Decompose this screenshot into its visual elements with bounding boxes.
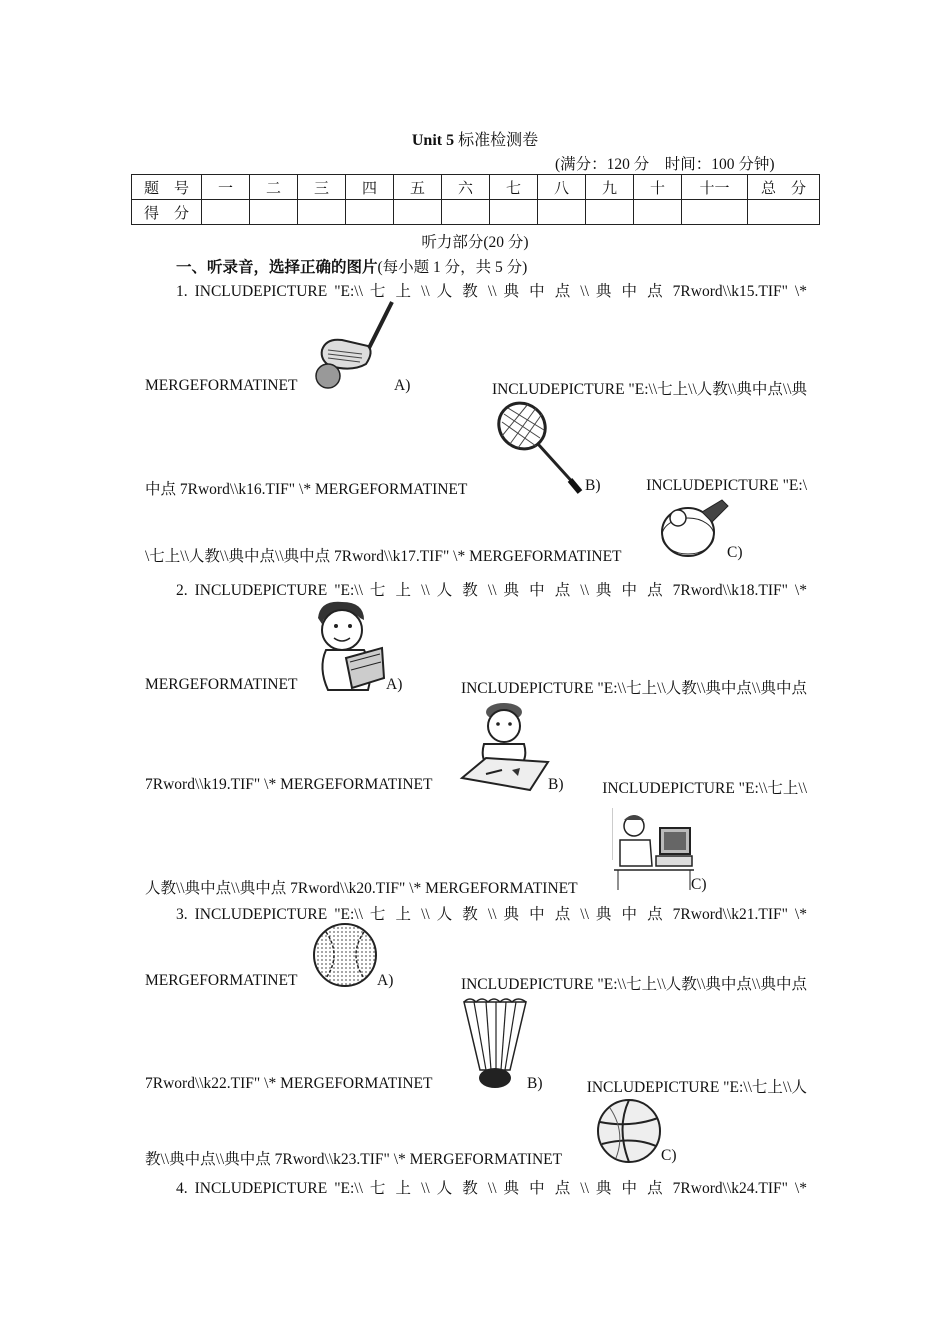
score-cell[interactable] xyxy=(250,200,298,225)
boy-drawing-icon[interactable] xyxy=(458,700,550,794)
badminton-racket-icon[interactable] xyxy=(494,400,586,495)
score-cell[interactable] xyxy=(538,200,586,225)
score-header-row xyxy=(132,175,820,200)
golf-club-icon[interactable] xyxy=(312,300,396,392)
q2-text: 7Rword\\k19.TIF" \* MERGEFORMATINET xyxy=(145,776,433,793)
q2-text: INCLUDEPICTURE "E:\\七上\\ xyxy=(602,780,807,797)
header-cell: 二 xyxy=(250,175,298,200)
volleyball-icon[interactable] xyxy=(596,1098,662,1164)
score-cell[interactable] xyxy=(202,200,250,225)
header-cell: 十一 xyxy=(682,175,748,200)
ping-pong-paddle-icon[interactable] xyxy=(660,496,730,560)
section-heading: 听力部分(20 分) xyxy=(421,234,529,251)
header-cell: 四 xyxy=(346,175,394,200)
score-label: 得 分 xyxy=(132,200,202,225)
q2-text: 人教\\典中点\\典中点 7Rword\\k20.TIF" \* MERGEFORMATINET xyxy=(145,880,578,897)
title-unit: Unit 5 xyxy=(411,132,455,149)
q2-option-c: C) xyxy=(691,876,707,893)
q2-text: INCLUDEPICTURE "E:\\七上\\人教\\典中点\\典中点 xyxy=(460,680,807,697)
score-cell[interactable] xyxy=(634,200,682,225)
q3-option-b: B) xyxy=(527,1075,543,1092)
q2-text: MERGEFORMATINET xyxy=(145,676,298,693)
header-cell: 九 xyxy=(586,175,634,200)
score-cell[interactable] xyxy=(442,200,490,225)
header-cell: 五 xyxy=(394,175,442,200)
score-cell[interactable] xyxy=(394,200,442,225)
score-row xyxy=(132,200,820,225)
header-cell: 一 xyxy=(202,175,250,200)
q1-text: INCLUDEPICTURE "E:\ xyxy=(646,477,807,494)
q1-text: 中点 7Rword\\k16.TIF" \* MERGEFORMATINET xyxy=(145,481,468,498)
header-cell: 八 xyxy=(538,175,586,200)
page-title xyxy=(0,127,950,150)
header-cell: 六 xyxy=(442,175,490,200)
header-cell: 十 xyxy=(634,175,682,200)
header-cell: 题 号 xyxy=(132,175,202,200)
part1-note: (每小题 1 分，共 5 分) xyxy=(377,259,528,276)
q1-text: INCLUDEPICTURE "E:\\七上\\人教\\典中点\\典 xyxy=(491,381,807,398)
header-cell: 七 xyxy=(490,175,538,200)
q3-line: 3. INCLUDEPICTURE "E:\\ 七 上 \\ 人 教 \\ 典 中 点 \\ 典 中 点 7Rword\\k21.TIF" \* xyxy=(176,906,807,923)
q3-option-a: A) xyxy=(377,972,394,989)
score-cell[interactable] xyxy=(682,200,748,225)
q1-text: \七上\\人教\\典中点\\典中点 7Rword\\k17.TIF" \* MERGEFORMATINET xyxy=(145,548,622,565)
q2-option-b: B) xyxy=(548,776,564,793)
q3-text: INCLUDEPICTURE "E:\\七上\\人 xyxy=(586,1079,807,1096)
score-cell[interactable] xyxy=(748,200,820,225)
q1-text: MERGEFORMATINET xyxy=(145,377,298,394)
header-cell: 总 分 xyxy=(748,175,820,200)
q2-option-a: A) xyxy=(386,676,403,693)
q3-text: INCLUDEPICTURE "E:\\七上\\人教\\典中点\\典中点 xyxy=(460,976,807,993)
q1-option-a: A) xyxy=(394,377,411,394)
q1-option-c: C) xyxy=(727,544,743,561)
baseball-icon[interactable] xyxy=(312,922,378,988)
score-cell[interactable] xyxy=(490,200,538,225)
title-text: 标准检测卷 xyxy=(458,132,539,149)
score-cell[interactable] xyxy=(586,200,634,225)
q1-line: 1. INCLUDEPICTURE "E:\\ 七 上 \\ 人 教 \\ 典 中 点 \\ 典 中 点 7Rword\\k15.TIF" \* xyxy=(176,283,807,300)
part1-heading xyxy=(176,255,527,277)
exam-meta: (满分：120 分 时间：100 分钟) xyxy=(555,156,775,173)
header-cell: 三 xyxy=(298,175,346,200)
q3-text: MERGEFORMATINET xyxy=(145,972,298,989)
q3-text: 7Rword\\k22.TIF" \* MERGEFORMATINET xyxy=(145,1075,433,1092)
q4-line: 4. INCLUDEPICTURE "E:\\ 七 上 \\ 人 教 \\ 典 中 点 \\ 典 中 点 7Rword\\k24.TIF" \* xyxy=(176,1180,807,1197)
score-table xyxy=(131,174,820,225)
q3-text: 教\\典中点\\典中点 7Rword\\k23.TIF" \* MERGEFORMATINET xyxy=(145,1151,563,1168)
q3-option-c: C) xyxy=(661,1147,677,1164)
boy-at-computer-icon[interactable] xyxy=(612,800,696,892)
score-cell[interactable] xyxy=(298,200,346,225)
q2-line: 2. INCLUDEPICTURE "E:\\ 七 上 \\ 人 教 \\ 典 中 点 \\ 典 中 点 7Rword\\k18.TIF" \* xyxy=(176,582,807,599)
part1-title: 一、听录音，选择正确的图片 xyxy=(176,259,378,276)
boy-reading-icon[interactable] xyxy=(308,598,386,692)
shuttlecock-icon[interactable] xyxy=(460,996,530,1092)
score-cell[interactable] xyxy=(346,200,394,225)
q1-option-b: B) xyxy=(585,477,601,494)
